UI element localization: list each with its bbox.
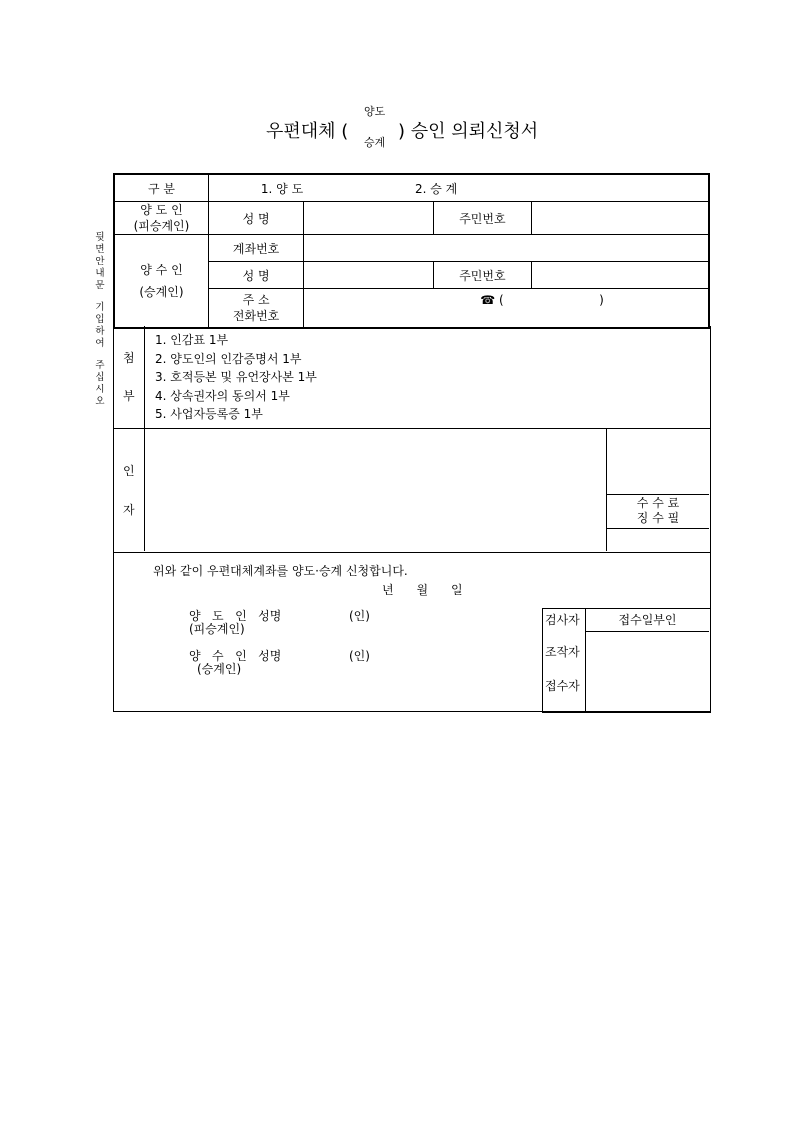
inspector-label: 검사자 <box>545 613 580 627</box>
seal-label-bottom: 자 <box>123 503 135 517</box>
transferee-name-field[interactable] <box>304 262 434 289</box>
division-option-transfer[interactable]: 1. 양 도 <box>260 181 304 196</box>
side-note-char: 시 <box>95 384 105 395</box>
receiver-label: 접수자 <box>545 679 580 693</box>
transferor-name-label: 성 명 <box>208 202 303 235</box>
seal-label-top: 인 <box>123 464 135 478</box>
side-note-char: 십 <box>95 372 105 383</box>
attachment-item: 2. 양도인의 인감증명서 1부 <box>155 351 302 366</box>
fee-line1: 수 수 료 <box>636 496 680 510</box>
transferee-seal[interactable]: (인) <box>349 649 370 663</box>
attachments-list <box>155 331 317 424</box>
side-note-char: 여 <box>95 338 105 349</box>
transferor-label <box>114 202 208 235</box>
declaration-statement: 위와 같이 우편대체계좌를 양도·승계 신청합니다. <box>153 564 408 578</box>
title-option-transfer: 양도 <box>364 105 386 118</box>
attachments-label-bottom: 부 <box>123 389 135 403</box>
fee-field[interactable] <box>607 529 709 550</box>
transferor-rrn-field[interactable] <box>531 202 709 235</box>
attachment-item: 1. 인감표 1부 <box>155 333 229 347</box>
attachments-label-top: 첨 <box>123 351 135 365</box>
account-number-label: 계좌번호 <box>208 235 303 262</box>
side-note-char: 주 <box>95 360 105 371</box>
division-label: 구 분 <box>114 174 208 202</box>
side-note-gap <box>94 350 106 360</box>
side-note-char: 안 <box>95 256 105 267</box>
transferor-name-field[interactable] <box>304 202 434 235</box>
side-note-char: 면 <box>95 244 105 255</box>
title-suffix: ) 승인 의뢰신청서 <box>398 121 539 142</box>
transferee-label-text: 양 수 인 <box>140 263 183 277</box>
transferor-sign-label: 양 도 인 성명 <box>189 609 282 623</box>
transferee-sign-sub: (승계인) <box>197 662 242 676</box>
attachment-item: 3. 호적등본 및 유언장사본 1부 <box>155 370 317 384</box>
transferee-rrn-label: 주민번호 <box>434 262 532 289</box>
transferor-label-text: 양 도 인 <box>140 203 183 217</box>
fee-stamp <box>607 496 709 526</box>
phone-label: 전화번호 <box>232 309 280 323</box>
side-note-char: 입 <box>95 314 105 325</box>
transferor-sub-text: (피승계인) <box>133 219 190 233</box>
side-note <box>94 232 106 408</box>
receipt-stamp-label: 접수일부인 <box>618 613 677 627</box>
receipt-stamp-line <box>585 631 709 632</box>
transferee-sub-text: (승계인) <box>139 285 184 299</box>
side-note-char: 기 <box>95 302 105 313</box>
transferor-rrn-label: 주민번호 <box>434 202 532 235</box>
applicant-info-table <box>113 173 710 329</box>
attachment-item: 4. 상속권자의 동의서 1부 <box>155 388 290 403</box>
operator-label: 조작자 <box>545 645 580 659</box>
transferor-sign-sub: (피승계인) <box>189 622 245 636</box>
side-note-char: 내 <box>95 268 105 279</box>
receipt-stamp-field[interactable] <box>586 633 709 710</box>
transferee-label <box>114 235 208 329</box>
phone-value: ☎ ( ) <box>480 293 604 307</box>
declaration-date[interactable]: 년 월 일 <box>382 583 463 597</box>
address-phone-field[interactable] <box>304 289 709 329</box>
side-note-char: 하 <box>95 326 105 337</box>
page-title <box>266 117 348 143</box>
attachments-divider <box>144 326 145 428</box>
transferee-rrn-field[interactable] <box>531 262 709 289</box>
transferee-sign-label: 양 수 인 성명 <box>189 649 282 663</box>
address-phone-label <box>208 289 303 329</box>
side-note-char: 오 <box>95 396 105 407</box>
fee-line2: 징 수 필 <box>636 511 680 525</box>
address-label: 주 소 <box>242 293 270 307</box>
transferee-name-label: 성 명 <box>208 262 303 289</box>
side-note-gap <box>94 292 106 302</box>
title-prefix: 우편대체 ( <box>266 121 349 142</box>
division-option-succession[interactable]: 2. 승 계 <box>415 181 458 196</box>
transferor-seal[interactable]: (인) <box>349 609 370 623</box>
account-number-field[interactable] <box>304 235 709 262</box>
attachment-item: 5. 사업자등록증 1부 <box>155 407 263 421</box>
seal-divider <box>144 428 145 551</box>
side-note-char: 뒷 <box>95 232 105 243</box>
fee-top-line <box>606 494 709 495</box>
title-option-succession: 승계 <box>364 136 386 149</box>
side-note-char: 문 <box>95 280 105 291</box>
